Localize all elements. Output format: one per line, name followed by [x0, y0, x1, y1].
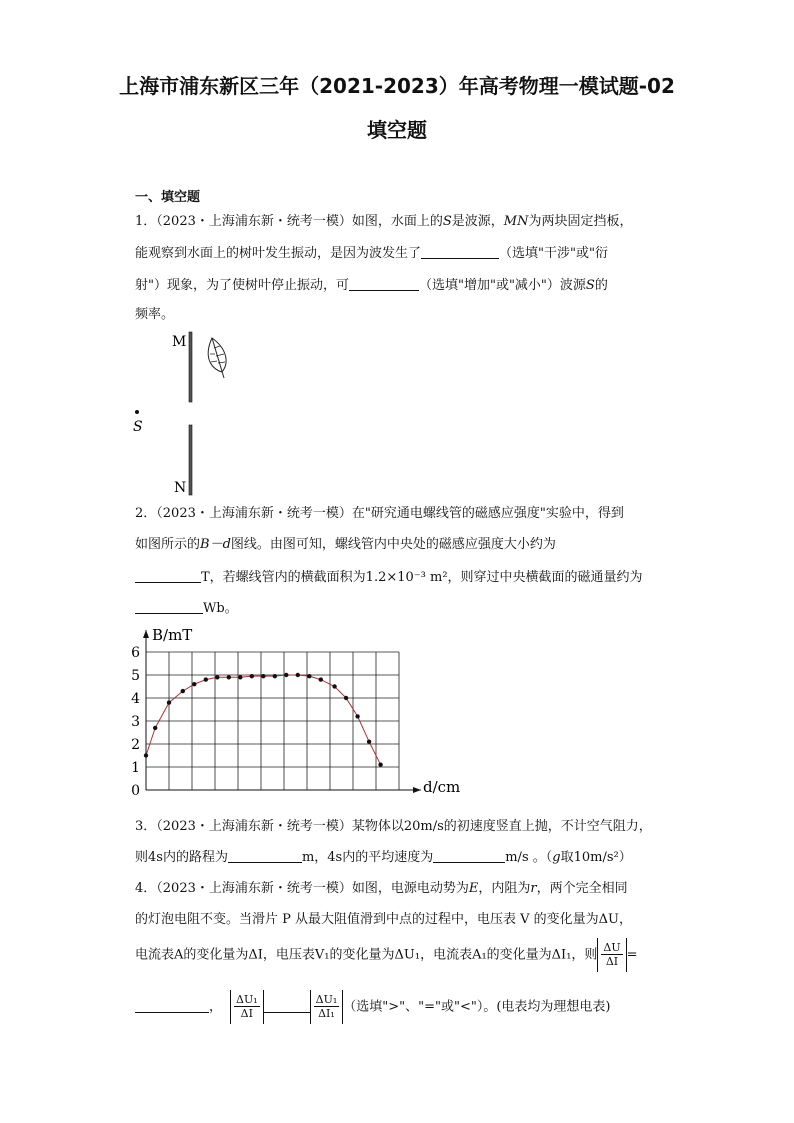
data-point — [192, 682, 196, 686]
q1-var-mn: MN — [503, 214, 529, 229]
q2-line-1: 2．（2023・上海浦东新・统考一模）在"研究通电螺线管的磁感应强度"实验中，得到 — [135, 506, 624, 521]
q3-var-g: g — [552, 850, 561, 865]
q4-text: 4．（2023・上海浦东新・统考一模）如图，电源电动势为 — [135, 881, 469, 896]
q2-line-2 — [135, 536, 556, 554]
q1-text: 是波源， — [451, 214, 504, 229]
q2-line-3 — [135, 568, 643, 587]
data-point — [319, 677, 323, 681]
q1-text: （选填"干涉"或"衍 — [499, 246, 608, 261]
y-tick-label: 1 — [131, 760, 140, 776]
data-point — [181, 689, 185, 693]
data-point — [273, 674, 277, 678]
frac-den: ΔI₁ — [318, 1007, 335, 1020]
data-point — [204, 677, 208, 681]
q4-line-3 — [135, 938, 638, 973]
q1-text: 1．（2023・上海浦东新・统考一模）如图，水面上的 — [135, 214, 443, 229]
q4-text: ， — [209, 999, 223, 1015]
q1-figure — [130, 330, 240, 500]
data-point — [167, 700, 171, 704]
q3-answer-blank-2[interactable] — [433, 848, 505, 863]
q3-line-2 — [135, 848, 632, 867]
y-tick-label: 6 — [131, 645, 140, 661]
q1-answer-blank-1[interactable] — [421, 244, 499, 259]
q2-text: 图线。由图可知，螺线管内中央处的磁感应强度大小约为 — [230, 537, 556, 552]
q3-text: 取10m/s²） — [560, 850, 632, 865]
leaf-icon — [208, 338, 226, 378]
y-tick-label: 4 — [131, 691, 140, 707]
y-axis-arrow — [143, 630, 149, 638]
q4-answer-blank-2[interactable] — [264, 998, 310, 1013]
q2-text: 如图所示的 — [135, 537, 201, 552]
q1-var-s: S — [442, 214, 452, 229]
q4-line-1 — [135, 880, 628, 898]
source-dot — [135, 410, 139, 414]
q4-text: （选填">"、"="或"<"）。(电表均为理想电表) — [343, 999, 611, 1015]
q3-answer-blank-1[interactable] — [228, 848, 302, 863]
data-point — [367, 740, 371, 744]
x-axis-label: d/cm — [423, 778, 461, 796]
y-tick-label: 2 — [131, 737, 140, 753]
y-tick-label: 3 — [131, 714, 140, 730]
data-point — [284, 673, 288, 677]
q4-var-e: E — [468, 881, 479, 896]
q1-text: 的 — [594, 278, 608, 293]
q2-text: T，若螺线管内的横截面积为 — [201, 570, 366, 585]
data-point — [307, 674, 311, 678]
q1-line-3 — [135, 276, 608, 295]
data-point — [332, 684, 336, 688]
q3-text: 则4s内的路程为 — [135, 850, 228, 865]
q1-text: （选填"增加"或"减小"）波源 — [418, 278, 586, 293]
data-point — [250, 674, 254, 678]
data-point — [215, 675, 219, 679]
q4-line-4 — [135, 990, 610, 1025]
data-point — [238, 675, 242, 679]
q1-line-4: 频率。 — [135, 307, 175, 322]
q4-abs-frac-2 — [230, 990, 264, 1024]
y-tick-label: 5 — [131, 668, 140, 684]
frac-den: ΔI — [240, 1007, 253, 1020]
q3-line-1: 3．（2023・上海浦东新・统考一模）某物体以20m/s的初速度竖直上抛，不计空气阻力， — [135, 819, 652, 834]
label-s: S — [133, 419, 143, 435]
page-title: 上海市浦东新区三年（2021-2023）年高考物理一模试题-02 — [119, 74, 675, 98]
data-point — [261, 674, 265, 678]
x-axis-arrow — [413, 787, 421, 793]
page-subtitle: 填空题 — [367, 118, 427, 142]
q4-text: 电流表A的变化量为ΔI，电压表V₁的变化量为ΔU₁，电流表A₁的变化量为ΔI₁，则 — [135, 947, 598, 963]
q4-abs-frac-3 — [310, 990, 344, 1024]
q3-text: m/s 。（ — [505, 850, 553, 865]
frac-num: ΔU₁ — [236, 993, 258, 1006]
q3-text: m，4s内的平均速度为 — [301, 850, 434, 865]
data-point — [355, 714, 359, 718]
data-point — [144, 753, 148, 757]
label-m: M — [172, 334, 187, 350]
b-d-chart — [128, 622, 488, 804]
q2-answer-blank-2[interactable] — [135, 599, 203, 614]
q1-text: 能观察到水面上的树叶发生振动，是因为波发生了 — [135, 246, 422, 261]
frac-num: ΔU — [603, 941, 621, 954]
data-point — [344, 696, 348, 700]
q1-text: 为两块固定挡板， — [528, 214, 633, 229]
frac-den: ΔI — [605, 955, 619, 968]
q2-line-4 — [135, 599, 238, 618]
q2-var-bd: B－d — [200, 537, 231, 552]
q1-line-1 — [135, 213, 632, 231]
q4-text: = — [626, 947, 638, 963]
q4-answer-blank-1[interactable] — [135, 998, 209, 1013]
barrier-m — [189, 332, 192, 402]
barrier-n — [189, 425, 192, 495]
data-point — [153, 726, 157, 730]
q2-unit: Wb。 — [203, 601, 238, 616]
data-point — [296, 673, 300, 677]
q1-line-2 — [135, 244, 608, 263]
q4-line-2: 的灯泡电阻不变。当滑片 P 从最大阻值滑到中点的过程中，电压表 V 的变化量为ΔU， — [135, 912, 633, 927]
series-line — [146, 675, 381, 765]
y-axis-label: B/mT — [152, 626, 193, 644]
q4-text: ，两个完全相同 — [536, 881, 628, 896]
q4-var-r: r — [530, 881, 537, 896]
q4-text: ，内阻为 — [478, 881, 531, 896]
y-tick-label: 0 — [131, 783, 140, 799]
frac-num: ΔU₁ — [315, 993, 338, 1006]
q1-answer-blank-2[interactable] — [349, 276, 419, 291]
q4-abs-frac-1 — [597, 938, 626, 972]
q2-area: 1.2×10⁻³ m² — [365, 570, 448, 585]
section-heading: 一、填空题 — [135, 190, 201, 205]
data-point — [227, 675, 231, 679]
data-point — [378, 763, 382, 767]
q1-text: 射"）现象，为了使树叶停止振动，可 — [135, 278, 349, 293]
label-n: N — [174, 480, 187, 496]
q2-text: ，则穿过中央横截面的磁通量约为 — [447, 570, 643, 585]
q1-var-s: S — [585, 278, 595, 293]
q2-answer-blank-1[interactable] — [135, 568, 201, 583]
